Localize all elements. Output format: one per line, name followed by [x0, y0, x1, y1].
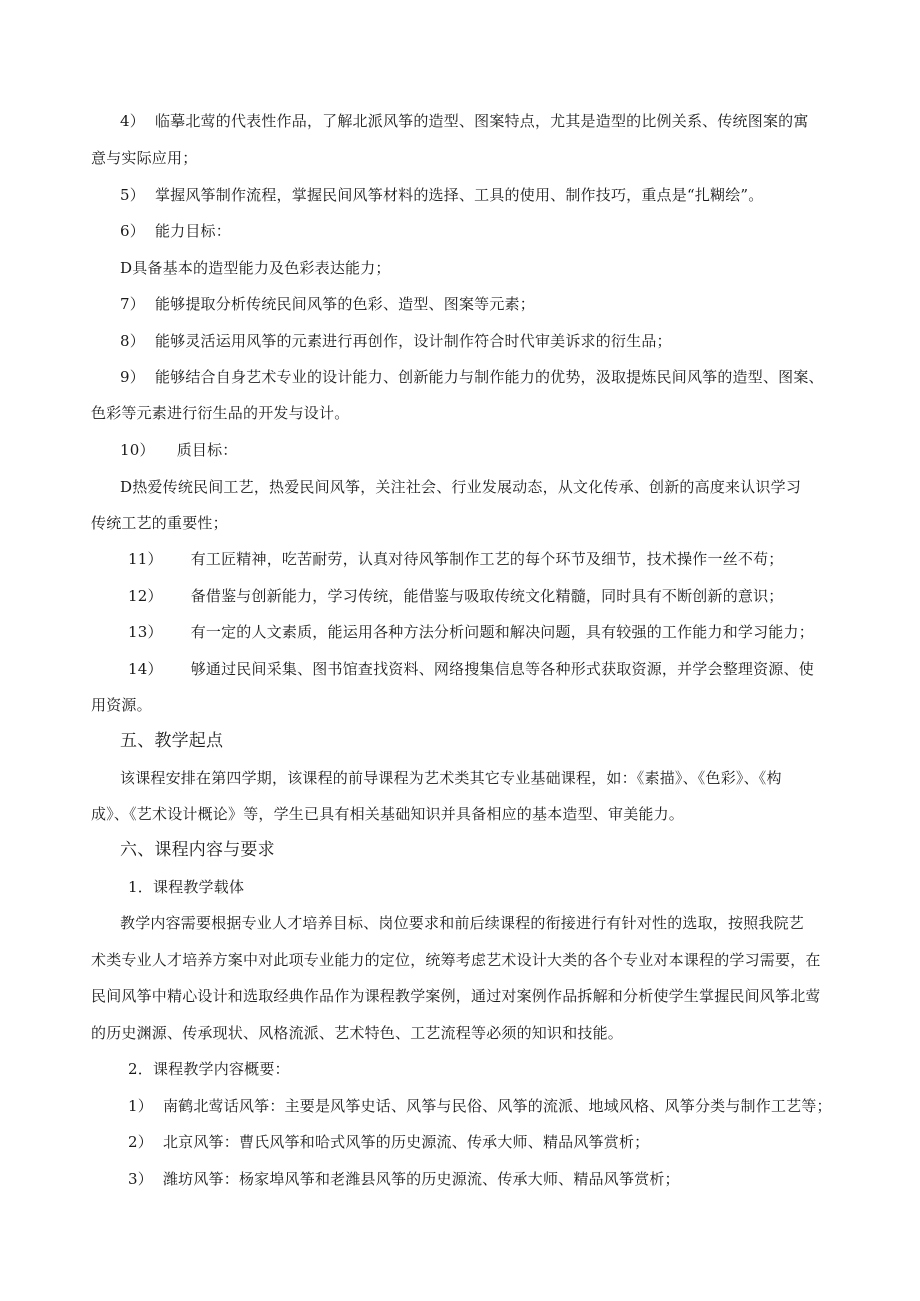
- paragraph-line: [128, 623, 878, 641]
- paragraph-line: [91, 951, 841, 969]
- item-text: 南鹤北莺话风筝：主要是风筝史话、风筝与民俗、风筝的流派、地域风格、风筝分类与制作工艺等；: [162, 1097, 832, 1115]
- item-text: 教学内容需要根据专业人才培养目标、岗位要求和前后续课程的衔接进行有针对性的选取，按照我院艺: [120, 914, 805, 932]
- item-number: 12）: [128, 587, 163, 605]
- item-text: 用资源。: [91, 696, 152, 714]
- paragraph-line: [91, 1024, 841, 1042]
- item-text: 该课程安排在第四学期，该课程的前导课程为艺术类其它专业基础课程，如：《素描》、《色彩》、《构: [120, 769, 782, 787]
- paragraph-line: [120, 295, 870, 313]
- item-text: 民间风筝中精心设计和选取经典作品作为课程教学案例，通过对案例作品拆解和分析使学生掌握民间风筝北莺: [91, 987, 821, 1005]
- paragraph-line: [120, 441, 870, 459]
- item-number: 3）: [128, 1170, 153, 1188]
- item-text: 潍坊风筝：杨家埠风筝和老潍县风筝的历史源流、传承大师、精品风筝赏析；: [162, 1170, 680, 1188]
- item-number: 14）: [128, 660, 163, 678]
- item-number: 11）: [128, 550, 163, 568]
- item-text: 成》、《艺术设计概论》等，学生已具有相关基础知识并具备相应的基本造型、审美能力。: [91, 805, 685, 823]
- paragraph-line: [128, 550, 878, 568]
- item-text: 1．课程教学载体: [128, 878, 245, 896]
- paragraph-line: [128, 1133, 878, 1151]
- item-text: 色彩等元素进行衍生品的开发与设计。: [91, 404, 350, 422]
- item-number: 1）: [128, 1097, 153, 1115]
- subsection-heading: [128, 878, 878, 896]
- item-text: 备借鉴与创新能力，学习传统，能借鉴与吸取传统文化精髓，同时具有不断创新的意识；: [190, 587, 784, 605]
- item-text: 北京风筝：曹氏风筝和哈式风筝的历史源流、传承大师、精品风筝赏析；: [162, 1133, 650, 1151]
- item-number: 10）: [120, 441, 155, 459]
- paragraph-line: [120, 368, 870, 386]
- item-number: 8）: [120, 332, 145, 350]
- item-number: 5）: [120, 186, 145, 204]
- paragraph-line: [91, 696, 841, 714]
- paragraph-line: [120, 186, 870, 204]
- item-text: 的历史渊源、传承现状、风格流派、艺术特色、工艺流程等必须的知识和技能。: [91, 1024, 624, 1042]
- paragraph-line: [91, 514, 841, 532]
- paragraph-line: [120, 478, 870, 496]
- paragraph-line: [120, 332, 870, 350]
- item-number: 4）: [120, 112, 145, 130]
- heading-text: 六、课程内容与要求: [120, 840, 275, 860]
- item-text: 能够提取分析传统民间风筝的色彩、造型、图案等元素；: [154, 295, 535, 313]
- item-text: 有工匠精神，吃苦耐劳，认真对待风筝制作工艺的每个环节及细节，技术操作一丝不苟；: [190, 550, 784, 568]
- item-text: 掌握风筝制作流程，掌握民间风筝材料的选择、工具的使用、制作技巧，重点是“扎糊绘”。: [154, 186, 764, 204]
- paragraph-line: [120, 769, 870, 787]
- item-text: 能够结合自身艺术专业的设计能力、创新能力与制作能力的优势，汲取提炼民间风筝的造型、图案、: [154, 368, 824, 386]
- item-text: 能力目标：: [154, 222, 231, 240]
- item-text: 够通过民间采集、图书馆查找资料、网络搜集信息等各种形式获取资源，并学会整理资源、使: [190, 660, 814, 678]
- item-number: 2）: [128, 1133, 153, 1151]
- paragraph-line: [128, 1170, 878, 1188]
- item-number: 13）: [128, 623, 163, 641]
- item-number: 9）: [120, 368, 145, 386]
- paragraph-line: [128, 587, 878, 605]
- item-text: D热爱传统民间工艺，热爱民间风筝，关注社会、行业发展动态，从文化传承、创新的高度来认识学习: [120, 478, 802, 496]
- paragraph-line: [128, 660, 878, 678]
- item-text: 2．课程教学内容概要：: [128, 1060, 290, 1078]
- paragraph-line: [120, 222, 870, 240]
- section-heading: [120, 840, 870, 860]
- paragraph-line: [120, 112, 870, 130]
- item-number: 7）: [120, 295, 145, 313]
- item-text: 临摹北莺的代表性作品，了解北派风筝的造型、图案特点，尤其是造型的比例关系、传统图案的寓: [154, 112, 809, 130]
- paragraph-line: [91, 987, 841, 1005]
- paragraph-line: [91, 404, 841, 422]
- paragraph-line: [91, 149, 841, 167]
- item-text: 意与实际应用；: [91, 149, 198, 167]
- item-text: 能够灵活运用风筝的元素进行再创作，设计制作符合时代审美诉求的衍生品；: [154, 332, 672, 350]
- item-number: 6）: [120, 222, 145, 240]
- paragraph-line: [120, 259, 870, 277]
- item-text: 有一定的人文素质，能运用各种方法分析问题和解决问题，具有较强的工作能力和学习能力；: [190, 623, 814, 641]
- paragraph-line: [91, 805, 841, 823]
- item-text: 质目标：: [176, 441, 238, 459]
- item-text: 术类专业人才培养方案中对此项专业能力的定位，统筹考虑艺术设计大类的各个专业对本课程的学习需要，在: [91, 951, 821, 969]
- heading-text: 五、教学起点: [120, 731, 224, 751]
- paragraph-line: [128, 1097, 878, 1115]
- section-heading: [120, 731, 870, 751]
- item-text: 传统工艺的重要性；: [91, 514, 228, 532]
- subsection-heading: [128, 1060, 878, 1078]
- paragraph-line: [120, 914, 870, 932]
- item-text: D具备基本的造型能力及色彩表达能力；: [120, 259, 391, 277]
